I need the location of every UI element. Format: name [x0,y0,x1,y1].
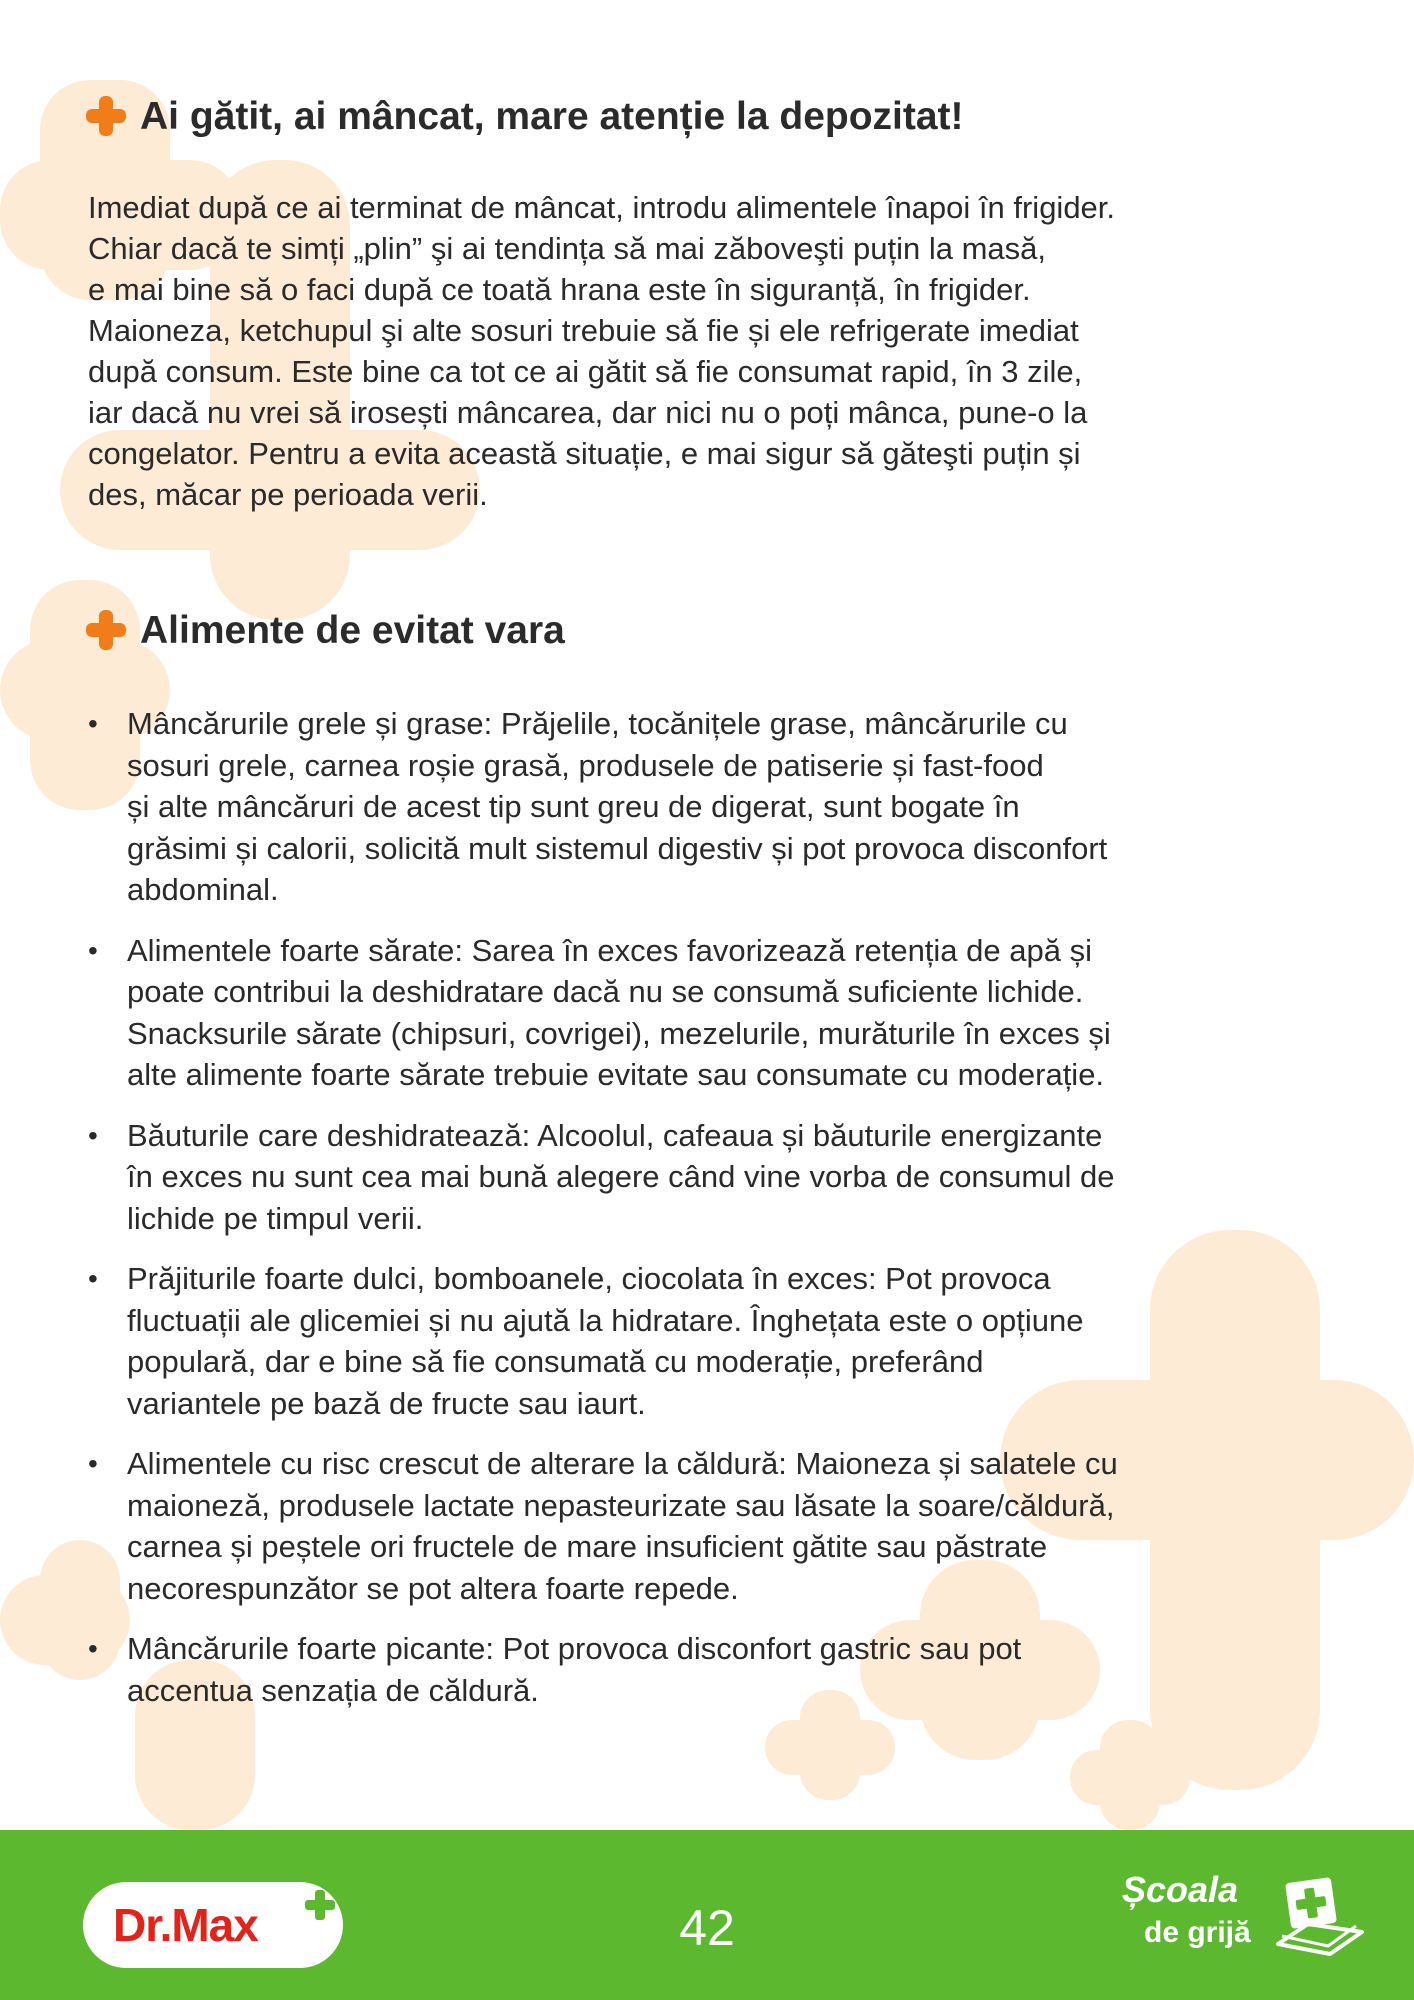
plus-icon [305,1890,335,1920]
list-item [82,930,1352,1096]
list-item-text: Mâncărurile grele și grase: Prăjelile, tocănițele grase, mâncărurile cu sosuri grele, carnea roșie grasă, produsele de patiserie și fast-food și alte mâncăruri de acest tip sunt greu de digerat, sunt bogate în grăsimi și calorii, solicită mult sistemul digestiv și pot provoca disconfort abdominal. [127,706,1108,907]
section-heading-avoid-foods [84,608,565,652]
list-item [82,1443,1352,1609]
list-item-text: Alimentele foarte sărate: Sarea în exces favorizează retenția de apă și poate contribui la deshidratare dacă nu se consumă suficiente lichide. Snacksurile sărate (chipsuri, covrigei), mezelurile, murăturile în exces și alte alimente foarte sărate trebuie evitate sau consumate cu moderație. [127,932,1111,1092]
drmax-logo-text: Dr.Max [113,1899,258,1951]
list-item [82,1258,1352,1424]
section-title: Alimente de evitat vara [140,608,565,652]
bullet-icon: • [88,1448,98,1479]
avoid-foods-list [82,703,1352,1730]
list-item [82,703,1352,911]
bullet-icon: • [88,1633,98,1664]
footer-bar [0,1830,1414,2000]
list-item [82,1628,1352,1711]
list-item-text: Prăjiturile foarte dulci, bomboanele, ciocolata în exces: Pot provoca fluctuații ale glicemiei și nu ajută la hidratare. Înghețata este o opțiune populară, dar e bine să fie consumată cu moderație, preferând variantele pe bază de fructe sau iaurt. [127,1261,1084,1421]
bullet-icon: • [88,708,98,739]
school-logo-bottom-text: de grijă [1144,1916,1251,1949]
section-heading-storage [84,94,964,138]
plus-icon [84,608,128,652]
school-logo-top-text: Școala [1122,1869,1239,1910]
list-item [82,1115,1352,1240]
bullet-icon: • [88,934,98,966]
section-title: Ai gătit, ai mâncat, mare atenție la depozitat! [140,94,964,138]
bullet-icon: • [88,1119,98,1151]
list-item-text: Alimentele cu risc crescut de alterare la căldură: Maioneza și salatele cu maioneză, produsele lactate nepasteurizate sau lăsate la soare/căldură, carnea și peștele ori fructele de mare insuficient gătite sau păstrate necorespunzător se pot altera foarte repede. [127,1446,1118,1606]
plus-icon [84,94,128,138]
list-item-text: Mâncărurile foarte picante: Pot provoca disconfort gastric sau pot accentua senzația de căldură. [127,1631,1022,1708]
drmax-logo [83,1882,343,1968]
scoala-de-grija-logo [1118,1866,1368,1986]
book-plus-icon [1268,1866,1368,1962]
page-number: 42 [679,1900,735,1956]
list-item-text: Băuturile care deshidratează: Alcoolul, cafeaua și băuturile energizante în exces nu sunt cea mai bună alegere când vine vorba de consumul de lichide pe timpul verii. [127,1117,1115,1236]
storage-paragraph: Imediat după ce ai terminat de mâncat, introdu alimentele înapoi în frigider. Chiar dacă te simți „plin” şi ai tendința să mai zăboveşti puțin la masă, e mai bine să o faci după ce toată hrana este în siguranță, în frigider. Maioneza, ketchupul şi alte sosuri trebuie să fie și ele refrigerate imediat după consum. Este bine ca tot ce ai gătit să fie consumat rapid, în 3 zile, iar dacă nu vrei să irosești mâncarea, dar nici nu o poți mânca, pune-o la congelator. Pentru a evita această situație, e mai sigur să găteşti puțin și des, măcar pe perioada verii. [88,190,1116,512]
bullet-icon: • [88,1263,98,1294]
